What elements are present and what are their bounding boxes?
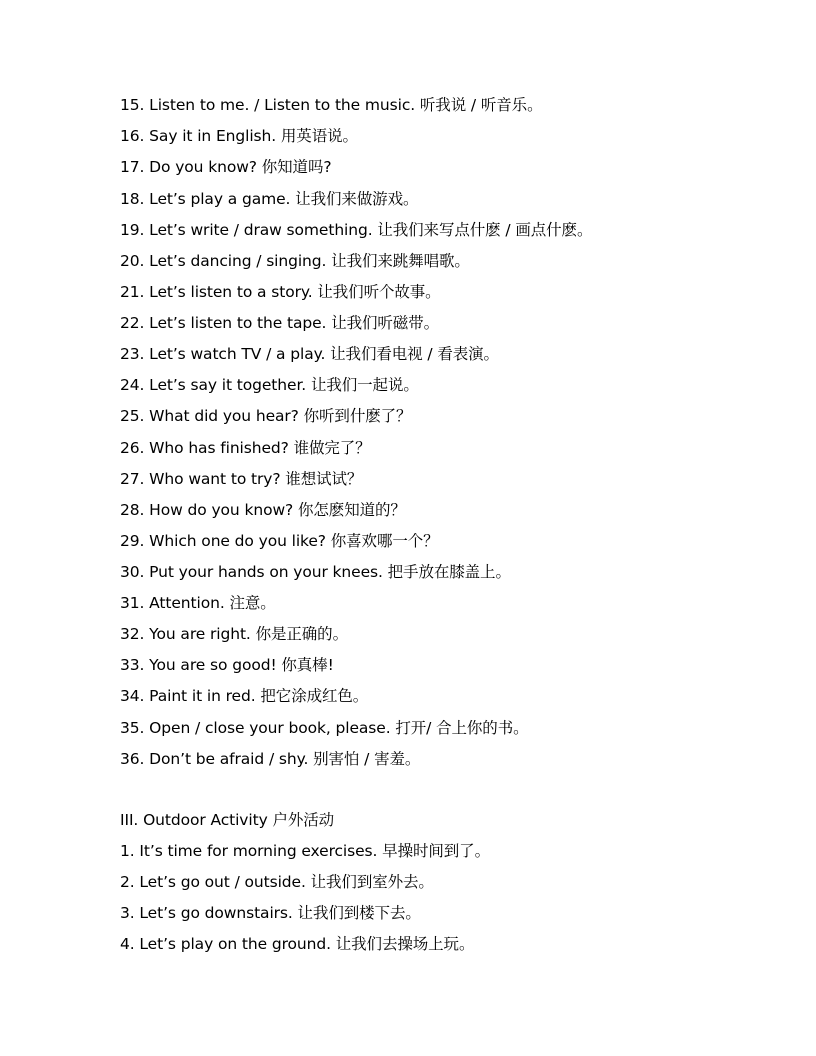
phrase-line-15: 15. Listen to me. / Listen to the music. 听我说 / 听音乐。 <box>120 96 543 114</box>
section-heading: III. Outdoor Activity 户外活动 <box>120 811 335 829</box>
phrase-line-17: 17. Do you know? 你知道吗? <box>120 158 332 176</box>
phrase-line-36: 36. Don’t be afraid / shy. 别害怕 / 害羞。 <box>120 750 421 768</box>
phrase-line-33: 33. You are so good! 你真棒! <box>120 656 334 674</box>
phrase-line-25: 25. What did you hear? 你听到什麽了？ <box>120 407 412 425</box>
phrase-line-27: 27. Who want to try? 谁想试试？ <box>120 470 363 488</box>
phrase-line-29: 29. Which one do you like? 你喜欢哪一个？ <box>120 532 439 550</box>
phrase-line-30: 30. Put your hands on your knees. 把手放在膝盖上。 <box>120 563 511 581</box>
phrase-line-31: 31. Attention. 注意。 <box>120 594 276 612</box>
section-item-2: 2. Let’s go out / outside. 让我们到室外去。 <box>120 873 434 891</box>
phrase-line-19: 19. Let’s write / draw something. 让我们来写点什麽 / 画点什麽。 <box>120 221 593 239</box>
section-item-3: 3. Let’s go downstairs. 让我们到楼下去。 <box>120 904 421 922</box>
section-item-4: 4. Let’s play on the ground. 让我们去操场上玩。 <box>120 935 475 953</box>
phrase-line-23: 23. Let’s watch TV / a play. 让我们看电视 / 看表演。 <box>120 345 499 363</box>
phrase-line-21: 21. Let’s listen to a story. 让我们听个故事。 <box>120 283 441 301</box>
phrase-line-18: 18. Let’s play a game. 让我们来做游戏。 <box>120 190 419 208</box>
phrase-line-16: 16. Say it in English. 用英语说。 <box>120 127 358 145</box>
phrase-line-28: 28. How do you know? 你怎麽知道的？ <box>120 501 406 519</box>
phrase-line-24: 24. Let’s say it together. 让我们一起说。 <box>120 376 419 394</box>
phrase-line-32: 32. You are right. 你是正确的。 <box>120 625 348 643</box>
phrase-line-20: 20. Let’s dancing / singing. 让我们来跳舞唱歌。 <box>120 252 470 270</box>
section-item-1: 1. It’s time for morning exercises. 早操时间到了。 <box>120 842 490 860</box>
phrase-line-34: 34. Paint it in red. 把它涂成红色。 <box>120 687 369 705</box>
phrase-line-26: 26. Who has finished? 谁做完了？ <box>120 439 371 457</box>
phrase-line-22: 22. Let’s listen to the tape. 让我们听磁带。 <box>120 314 439 332</box>
phrase-line-35: 35. Open / close your book, please. 打开/ 合上你的书。 <box>120 719 529 737</box>
